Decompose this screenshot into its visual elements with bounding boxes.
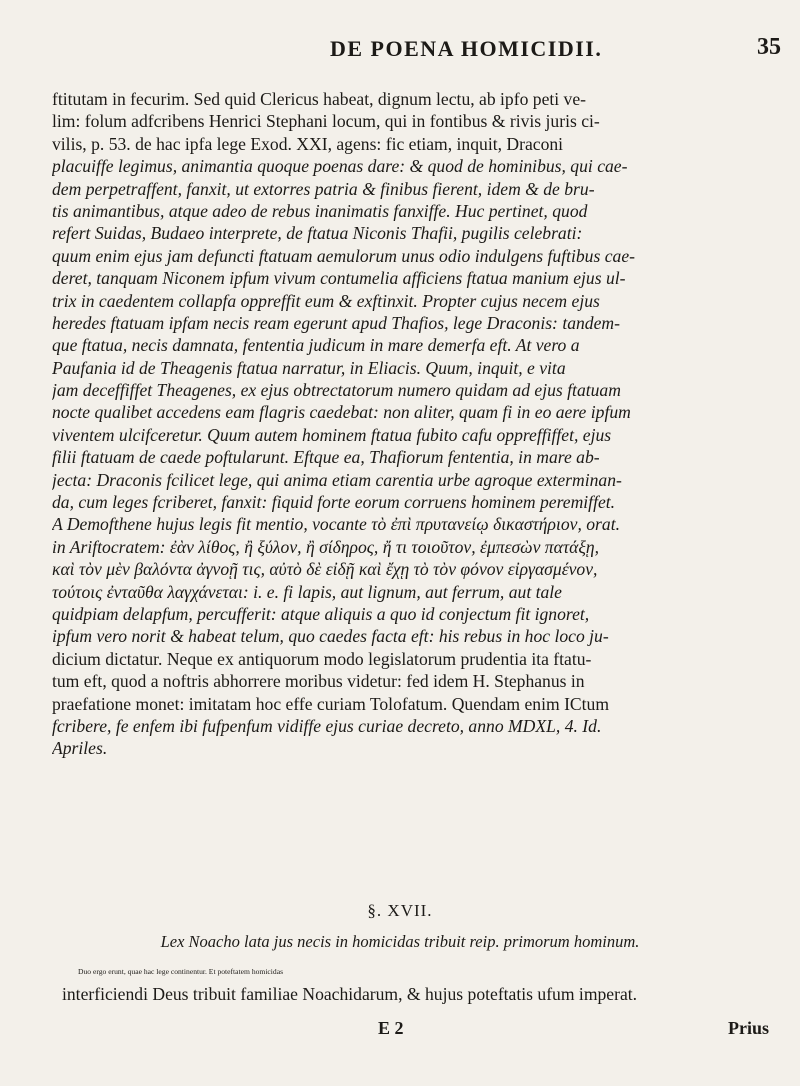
running-title: DE POENA HOMICIDII. (330, 36, 603, 61)
text-line: interficiendi Deus tribuit familiae Noachidarum, & hujus poteftatis ufum imperat. (62, 984, 638, 1005)
main-text (52, 88, 772, 760)
text-line: Paufania id de Theagenis ftatua narratur, in Eliacis. Quum, inquit, e vita (52, 357, 566, 378)
text-line: nocte qualibet accedens eam flagris caedebat: non aliter, quam fi in eo aere ipfum (52, 402, 631, 423)
section-heading: Lex Noacho lata jus necis in homicidas tribuit reip. primorum hominum. (160, 932, 640, 951)
text-line: trix in caedentem collapfa oppreffit eum & exftinxit. Propter cujus necem ejus (52, 290, 600, 311)
text-line: tis animantibus, atque adeo de rebus inanimatis fanxiffe. Huc pertinet, quod (52, 200, 588, 221)
text-line: dicium dictatur. Neque ex antiquorum modo legislatorum prudentia ita ftatu- (52, 648, 592, 669)
text-line: lim: folum adfcribens Henrici Stephani locum, qui in fontibus & rivis juris ci- (52, 111, 600, 132)
catchword: Prius (728, 1018, 770, 1038)
text-line: filii ftatuam de caede poftularunt. Eftque ea, Thafiorum fententia, in mare ab- (52, 447, 600, 468)
page-number: 35 (757, 34, 781, 60)
section-number: §. XVII. (367, 901, 433, 920)
text-line: Apriles. (52, 738, 108, 759)
text-line: deret, tanquam Niconem ipfum vivum contumelia afficiens ftatua manium ejus ul- (52, 268, 626, 289)
text-line: fcribere, fe enfem ibi fufpenfum vidiffe ejus curiae decreto, anno MDXL, 4. Id. (52, 715, 602, 736)
section-text (62, 960, 772, 1005)
text-line: placuiffe legimus, animantia quoque poenas dare: & quod de hominibus, qui cae- (52, 156, 628, 177)
text-line: jam deceffiffet Theagenes, ex ejus obtrectatorum numero quidam ad ejus ftatuam (52, 380, 621, 401)
text-line: heredes ftatuam ipfam necis ream egerunt apud Thafios, lege Draconis: tandem- (52, 312, 620, 333)
text-line: quidpiam delapfum, percufferit: atque aliquis a quo id conjectum fit ignoret, (52, 603, 590, 624)
text-line: praefatione monet: imitatam hoc effe curiam Tolofatum. Quendam enim ICtum (52, 693, 610, 714)
page-header (0, 34, 800, 74)
text-line: da, cum leges fcriberet, fanxit: fiquid forte eorum corruens hominem peremiffet. (52, 492, 616, 513)
text-line: tum eft, quod a noftris abhorrere moribus videtur: fed idem H. Stephanus in (52, 671, 585, 692)
text-line: τούτοις ἐνταῦθα λαγχάνεται: i. e. fi lapis, aut lignum, aut ferrum, aut tale (52, 581, 562, 602)
signature-mark: E 2 (378, 1018, 404, 1038)
text-line: vilis, p. 53. de hac ipfa lege Exod. XXI, agens: fic etiam, inquit, Draconi (52, 133, 564, 154)
text-line: A Demofthene hujus legis fit mentio, vocante τὸ ἐπὶ πρυτανείῳ δικαστήριον, orat. (52, 514, 620, 535)
text-line: ftitutam in fecurim. Sed quid Clericus habeat, dignum lectu, ab ipfo peti ve- (52, 89, 587, 109)
text-line: dem perpetraffent, fanxit, ut extorres patria & finibus fierent, idem & de bru- (52, 178, 595, 199)
text-line: que ftatua, necis damnata, fententia judicum in mare demerfa eft. At vero a (52, 335, 580, 356)
text-line: Duo ergo erunt, quae hac lege continentur. Et poteftatem homicidas (78, 967, 284, 976)
text-line: viventem ulcifceretur. Quum autem hominem ftatua fubito cafu oppreffiffet, ejus (52, 424, 612, 445)
text-line: jecta: Draconis fcilicet lege, qui anima etiam carentia urbe agroque exterminan- (52, 469, 622, 490)
text-line: in Ariftocratem: ἐὰν λίθος, ἢ ξύλον, ἢ σίδηρος, ἤ τι τοιοῦτον, ἐμπεσὼν πατάξῃ, (52, 536, 600, 557)
text-line: καὶ τὸν μὲν βαλόντα ἀγνοῇ τις, αὐτὸ δὲ εἰδῇ καὶ ἔχῃ τὸ τὸν φόνον εἰργασμένον, (52, 559, 598, 580)
text-line: ipfum vero norit & habeat telum, quo caedes facta eft: his rebus in hoc loco ju- (52, 626, 609, 647)
text-line: refert Suidas, Budaeo interprete, de ftatua Niconis Thafii, pugilis celebrati: (52, 223, 583, 244)
text-line: quum enim ejus jam defuncti ftatuam aemulorum unus odio indulgens fuftibus cae- (52, 245, 635, 266)
